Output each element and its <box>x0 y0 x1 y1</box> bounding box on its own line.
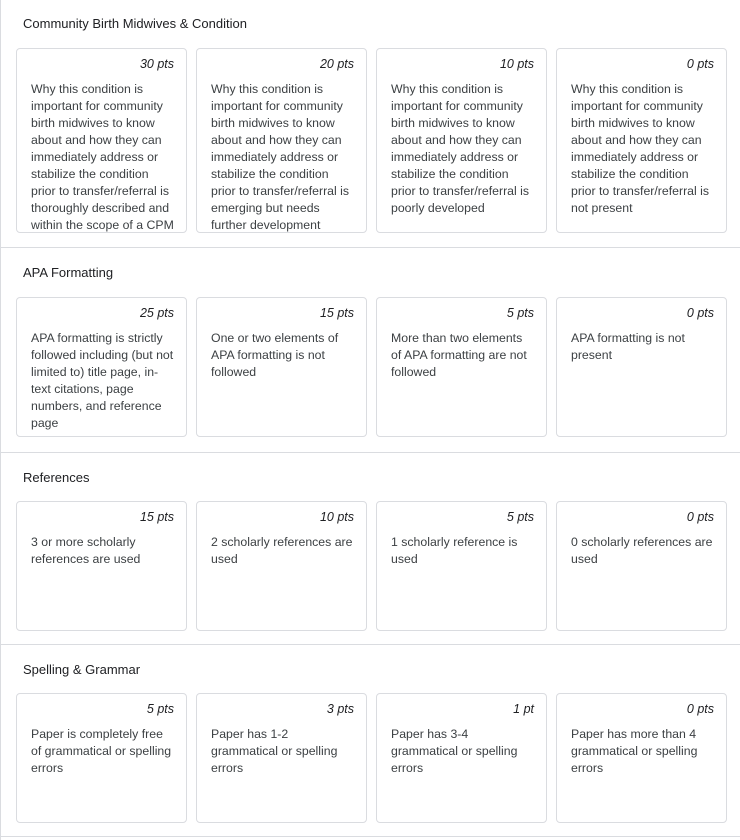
rating-points: 5 pts <box>146 702 174 716</box>
rating-card[interactable] <box>376 693 547 823</box>
rating-card[interactable] <box>16 297 187 437</box>
rating-description: APA formatting is not present <box>571 331 685 362</box>
rating-card[interactable] <box>196 48 367 233</box>
rating-card[interactable] <box>16 501 187 631</box>
criterion-community-birth-midwives <box>1 0 740 248</box>
rating-description: Why this condition is important for community birth midwives to know about and how they can immediately address or stabilize the condition prior to transfer/referral is thoroughly described and within the scope of a CPM <box>31 82 174 232</box>
criterion-spelling-grammar <box>1 645 740 837</box>
rating-card[interactable] <box>16 48 187 233</box>
rating-points: 0 pts <box>686 57 714 71</box>
criterion-apa-formatting <box>1 248 740 453</box>
rating-card[interactable] <box>556 693 727 823</box>
rating-points: 25 pts <box>139 306 174 320</box>
criterion-title: References <box>23 470 90 485</box>
rating-description: Why this condition is important for community birth midwives to know about and how they can immediately address or stabilize the condition prior to transfer/referral is not present <box>571 82 710 215</box>
rating-description: Paper is completely free of grammatical or spelling errors <box>31 727 172 775</box>
rating-points: 30 pts <box>139 57 174 71</box>
criterion-title: APA Formatting <box>23 265 114 280</box>
rating-description: 0 scholarly references are used <box>571 535 713 566</box>
criterion-title: Community Birth Midwives & Condition <box>23 16 247 31</box>
rating-description: APA formatting is strictly followed including (but not limited to) title page, in-text citations, page numbers, and reference page <box>31 331 174 430</box>
rating-card[interactable] <box>196 297 367 437</box>
criterion-references <box>1 453 740 645</box>
rating-description: 3 or more scholarly references are used <box>31 535 141 566</box>
rating-points: 5 pts <box>506 306 534 320</box>
rating-description: 2 scholarly references are used <box>211 535 353 566</box>
rating-points: 0 pts <box>686 702 714 716</box>
criterion-title: Spelling & Grammar <box>23 662 141 677</box>
rating-card[interactable] <box>196 693 367 823</box>
rating-description: Paper has 3-4 grammatical or spelling errors <box>391 727 518 775</box>
rating-card[interactable] <box>376 501 547 631</box>
rating-card[interactable] <box>376 48 547 233</box>
rating-description: 1 scholarly reference is used <box>391 535 518 566</box>
rating-card[interactable] <box>196 501 367 631</box>
rating-points: 10 pts <box>319 510 354 524</box>
rating-card[interactable] <box>556 501 727 631</box>
rating-points: 0 pts <box>686 510 714 524</box>
rating-points: 15 pts <box>319 306 354 320</box>
rating-card[interactable] <box>556 48 727 233</box>
rating-description: Why this condition is important for community birth midwives to know about and how they can immediately address or stabilize the condition prior to transfer/referral is poorly developed <box>391 82 530 215</box>
rating-points: 20 pts <box>319 57 354 71</box>
rating-card[interactable] <box>376 297 547 437</box>
rating-points: 10 pts <box>499 57 534 71</box>
rating-card[interactable] <box>556 297 727 437</box>
rating-description: More than two elements of APA formatting are not followed <box>391 331 527 379</box>
rating-points: 3 pts <box>326 702 354 716</box>
rating-points: 0 pts <box>686 306 714 320</box>
rating-description: One or two elements of APA formatting is not followed <box>211 331 339 379</box>
rating-description: Paper has more than 4 grammatical or spelling errors <box>571 727 698 775</box>
rating-points: 1 pt <box>513 702 534 716</box>
rating-points: 15 pts <box>139 510 174 524</box>
rating-card[interactable] <box>16 693 187 823</box>
rating-description: Why this condition is important for community birth midwives to know about and how they can immediately address or stabilize the condition prior to transfer/referral is emerging but needs further development <box>211 82 350 232</box>
rating-description: Paper has 1-2 grammatical or spelling errors <box>211 727 338 775</box>
rating-points: 5 pts <box>506 510 534 524</box>
